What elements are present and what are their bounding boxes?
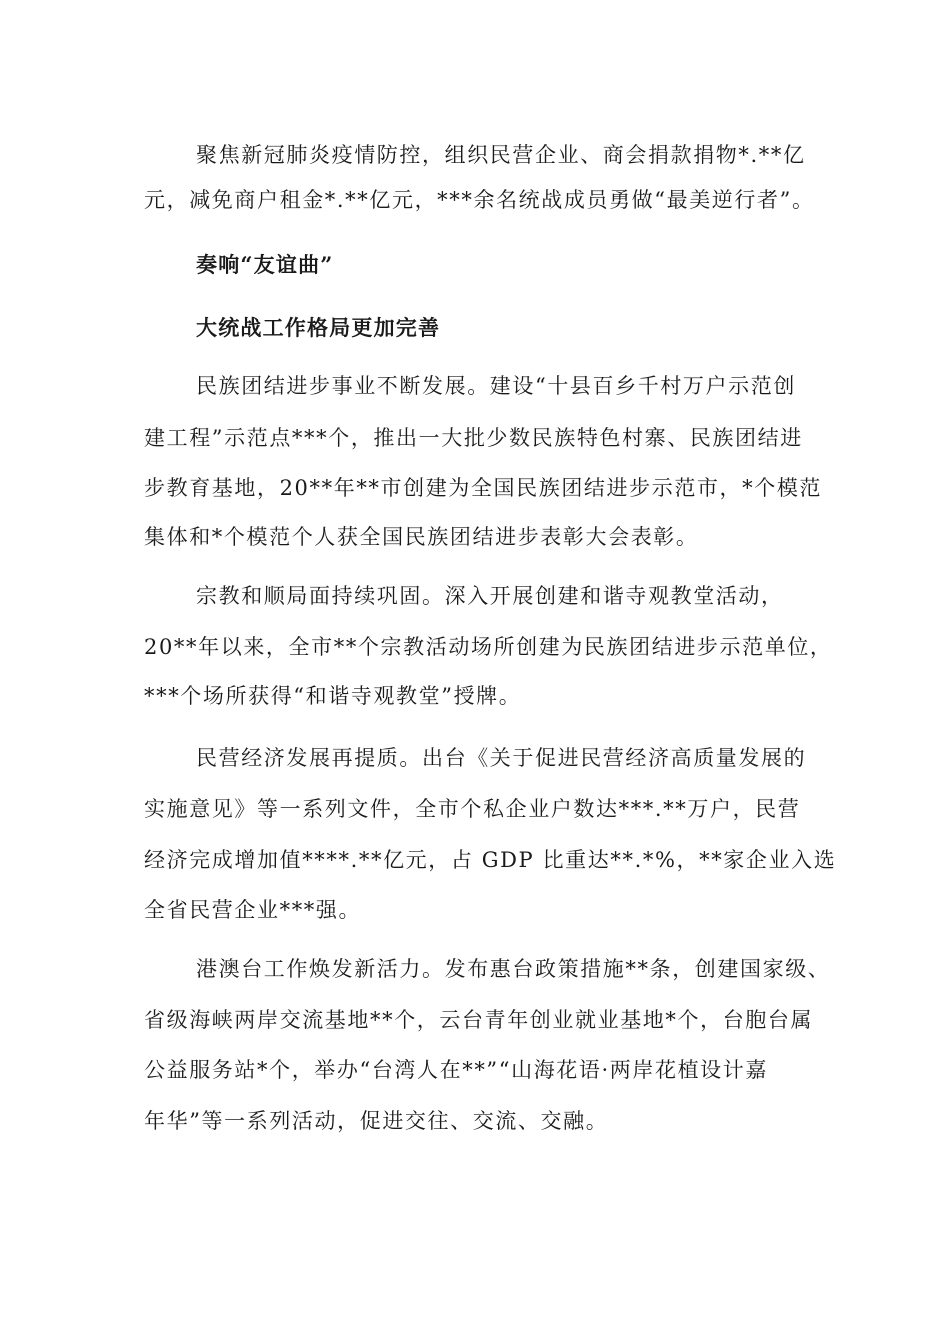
text-line: 步教育基地，20**年**市创建为全国民族团结进步示范市，*个模范 — [144, 476, 823, 500]
text-line: 聚焦新冠肺炎疫情防控，组织民营企业、商会捐款捐物*.**亿 — [196, 143, 806, 167]
text-line: 民族团结进步事业不断发展。建设“十县百乡千村万户示范创 — [196, 374, 796, 398]
text-line: 宗教和顺局面持续巩固。深入开展创建和谐寺观教堂活动， — [196, 584, 784, 608]
text-line: 经济完成增加值****.**亿元，占 GDP 比重达**.*%，**家企业入选 — [144, 848, 837, 872]
text-line: 省级海峡两岸交流基地**个，云台青年创业就业基地*个，台胞台属 — [144, 1008, 814, 1032]
text-line: 20**年以来，全市**个宗教活动场所创建为民族团结进步示范单位， — [144, 635, 833, 659]
text-line: 民营经济发展再提质。出台《关于促进民营经济高质量发展的 — [196, 746, 807, 770]
text-line: 元，减免商户租金*.**亿元，***余名统战成员勇做“最美逆行者”。 — [144, 188, 815, 212]
text-line: 集体和*个模范个人获全国民族团结进步表彰大会表彰。 — [144, 525, 699, 549]
text-line: 公益服务站*个，举办“台湾人在**”“山海花语·两岸花植设计嘉 — [144, 1058, 768, 1082]
text-line: 港澳台工作焕发新活力。发布惠台政策措施**条，创建国家级、 — [196, 957, 831, 981]
heading-text: 大统战工作格局更加完善 — [196, 315, 441, 340]
heading-text: 奏响“友谊曲” — [196, 252, 334, 277]
text-line: 全省民营企业***强。 — [144, 898, 362, 922]
text-line: ***个场所获得“和谐寺观教堂”授牌。 — [144, 684, 522, 708]
text-line: 建工程”示范点***个，推出一大批少数民族特色村寨、民族团结进 — [144, 426, 803, 450]
text-line: 实施意见》等一系列文件，全市个私企业户数达***.**万户，民营 — [144, 797, 801, 821]
text-line: 年华”等一系列活动，促进交往、交流、交融。 — [144, 1109, 609, 1133]
